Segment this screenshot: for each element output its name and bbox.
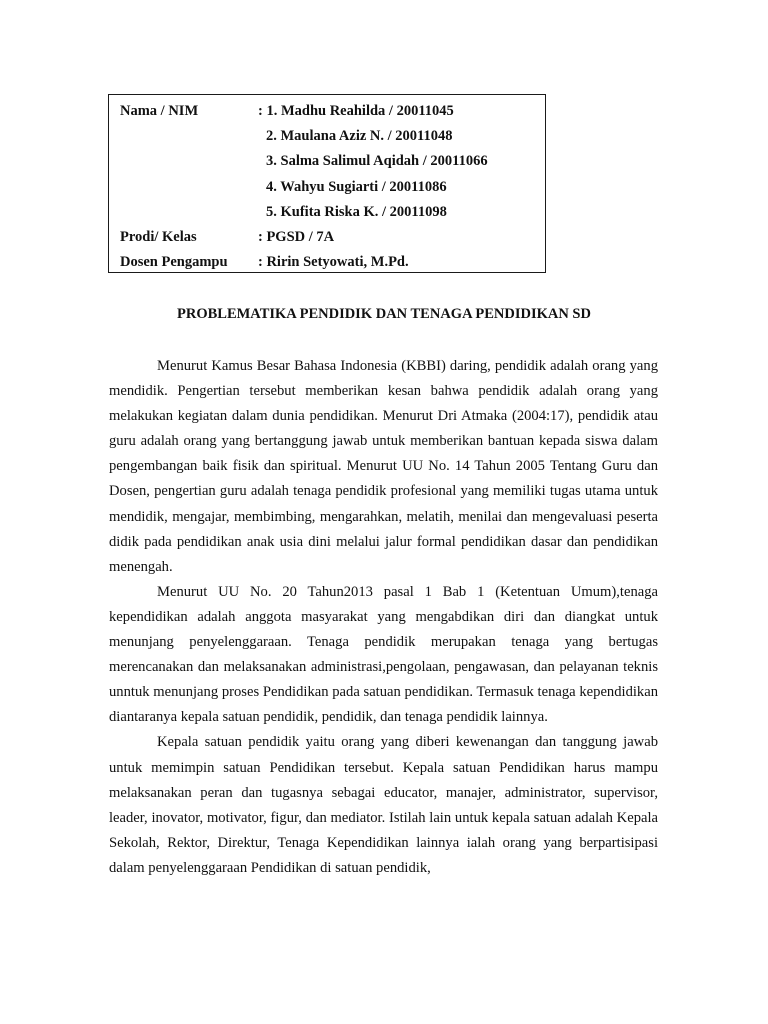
paragraph-2: Menurut UU No. 20 Tahun2013 pasal 1 Bab 1 (Ketentuan Umum),tenaga kependidikan adalah anggota masyarakat yang mengabdikan diri dan diangkat untuk menunjang penyelenggaraan. Tenaga pendidik merupakan tenaga yang bertugas merencanakan dan melaksanakan administrasi,pengolaan, pengawasan, dan pelayanan teknis unntuk menunjang proses Pendidikan pada satuan pendidikan. Termasuk tenaga kependidikan diantaranya kepala satuan pendidik, pendidik, dan tenaga pendidik lainnya. <box>109 583 658 726</box>
student-info-box <box>108 94 546 273</box>
info-row-member-4 <box>120 175 545 200</box>
info-row-member-2 <box>120 124 545 149</box>
info-row-dosen <box>120 250 545 275</box>
prodi-value: : PGSD / 7A <box>258 228 335 245</box>
member-1: : 1. Madhu Reahilda / 20011045 <box>258 103 454 119</box>
member-4: 4. Wahyu Sugiarti / 20011086 <box>266 178 447 195</box>
document-title: PROBLEMATIKA PENDIDIK DAN TENAGA PENDIDIKAN SD <box>177 306 591 322</box>
member-3: 3. Salma Salimul Aqidah / 20011066 <box>266 153 488 170</box>
info-row-member-5 <box>120 200 545 225</box>
info-row-nama <box>120 99 545 124</box>
body-text <box>109 354 658 881</box>
info-row-prodi <box>120 225 545 250</box>
prodi-label: Prodi/ Kelas <box>120 228 197 245</box>
dosen-value: : Ririn Setyowati, M.Pd. <box>258 254 409 271</box>
paragraph-3: Kepala satuan pendidik yaitu orang yang diberi kewenangan dan tanggung jawab untuk memimpin satuan Pendidikan tersebut. Kepala satuan Pendidikan harus mampu melaksanakan peran dan tugasnya sebagai educator, manajer, administrator, supervisor, leader, inovator, motivator, figur, dan mediator. Istilah lain untuk kepala satuan adalah Kepala Sekolah, Rektor, Direktur, Tenaga Kependidikan lainnya ialah orang yang berpartisipasi dalam penyelenggaraan Pendidikan di satuan pendidik, <box>109 734 658 876</box>
nama-nim-label: Nama / NIM <box>120 103 199 119</box>
member-2: 2. Maulana Aziz N. / 20011048 <box>266 128 453 145</box>
dosen-label: Dosen Pengampu <box>120 254 228 271</box>
member-5: 5. Kufita Riska K. / 20011098 <box>266 203 447 220</box>
paragraph-1: Menurut Kamus Besar Bahasa Indonesia (KBBI) daring, pendidik adalah orang yang mendidik. Pengertian tersebut memberikan kesan bahwa pendidik adalah orang yang melakukan kegiatan dalam dunia pendidikan. Menurut Dri Atmaka (2004:17), pendidik atau guru adalah orang yang bertanggung jawab untuk memberikan bantuan kepada siswa dalam pengembangan baik fisik dan spiritual. Menurut UU No. 14 Tahun 2005 Tentang Guru dan Dosen, pengertian guru adalah tenaga pendidik profesional yang memiliki tugas utama untuk mendidik, mengajar, membimbing, mengarahkan, melatih, menilai dan mengevaluasi peserta didik pada pendidikan anak usia dini melalui jalur formal pendidikan dasar dan pendidikan menengah. <box>109 358 658 575</box>
info-row-member-3 <box>120 149 545 174</box>
